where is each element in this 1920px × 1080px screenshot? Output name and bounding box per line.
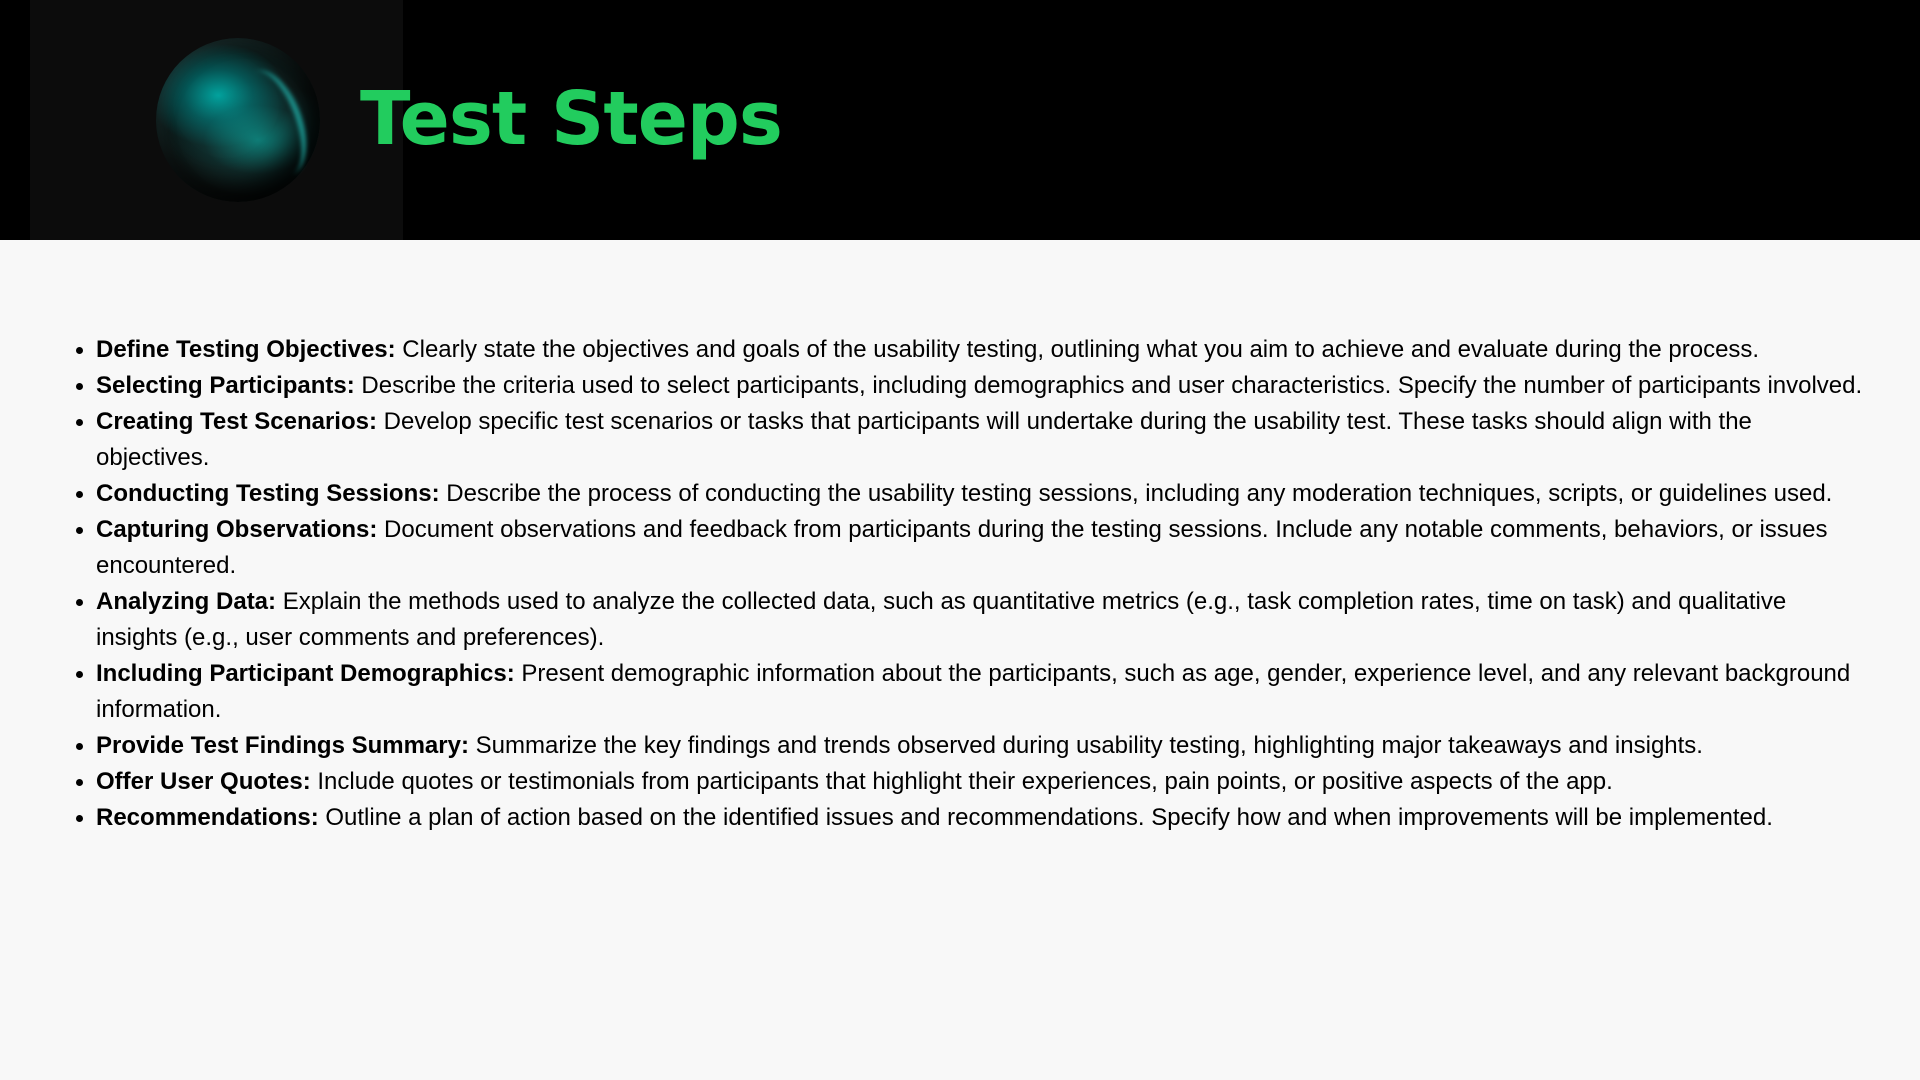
logo-panel bbox=[30, 0, 403, 240]
step-description: Present demographic information about the participants, such as age, gender, experience level, and any relevant background information. bbox=[96, 660, 1851, 723]
step-term: Capturing Observations: bbox=[96, 516, 378, 543]
list-item bbox=[96, 764, 1864, 800]
steps-content bbox=[64, 332, 1864, 836]
teal-orb-icon bbox=[156, 38, 320, 202]
list-item bbox=[96, 368, 1864, 404]
steps-list bbox=[64, 332, 1864, 836]
list-item bbox=[96, 584, 1864, 656]
list-item bbox=[96, 728, 1864, 764]
step-description: Outline a plan of action based on the identified issues and recommendations. Specify how and when improvements will be implemented. bbox=[318, 804, 1773, 831]
list-item bbox=[96, 332, 1864, 368]
list-item bbox=[96, 656, 1864, 728]
step-term: Conducting Testing Sessions: bbox=[96, 480, 440, 507]
step-description: Summarize the key findings and trends observed during usability testing, highlighting major takeaways and insights. bbox=[468, 732, 1703, 759]
step-term: Creating Test Scenarios: bbox=[96, 408, 377, 435]
step-description: Describe the criteria used to select participants, including demographics and user characteristics. Specify the number of participants involved. bbox=[354, 372, 1863, 399]
step-description: Include quotes or testimonials from participants that highlight their experiences, pain points, or positive aspects of the app. bbox=[310, 768, 1613, 795]
step-term: Selecting Participants: bbox=[96, 372, 355, 399]
header-bar bbox=[0, 0, 1920, 240]
page-title: Test Steps bbox=[360, 76, 782, 162]
list-item bbox=[96, 512, 1864, 584]
step-term: Analyzing Data: bbox=[96, 588, 277, 615]
step-description: Develop specific test scenarios or tasks that participants will undertake during the usability test. These tasks should align with the objectives. bbox=[96, 408, 1752, 471]
step-description: Clearly state the objectives and goals of the usability testing, outlining what you aim to achieve and evaluate during the process. bbox=[395, 336, 1760, 363]
list-item bbox=[96, 800, 1864, 836]
list-item bbox=[96, 404, 1864, 476]
step-term: Offer User Quotes: bbox=[96, 768, 311, 795]
list-item bbox=[96, 476, 1864, 512]
step-description: Explain the methods used to analyze the collected data, such as quantitative metrics (e.g., task completion rates, time on task) and qualitative insights (e.g., user comments and preferences). bbox=[96, 588, 1787, 651]
step-term: Recommendations: bbox=[96, 804, 319, 831]
step-term: Define Testing Objectives: bbox=[96, 336, 396, 363]
step-term: Provide Test Findings Summary: bbox=[96, 732, 469, 759]
step-description: Describe the process of conducting the usability testing sessions, including any moderation techniques, scripts, or guidelines used. bbox=[439, 480, 1833, 507]
step-term: Including Participant Demographics: bbox=[96, 660, 515, 687]
step-description: Document observations and feedback from participants during the testing sessions. Include any notable comments, behaviors, or issues encountered. bbox=[96, 516, 1828, 579]
